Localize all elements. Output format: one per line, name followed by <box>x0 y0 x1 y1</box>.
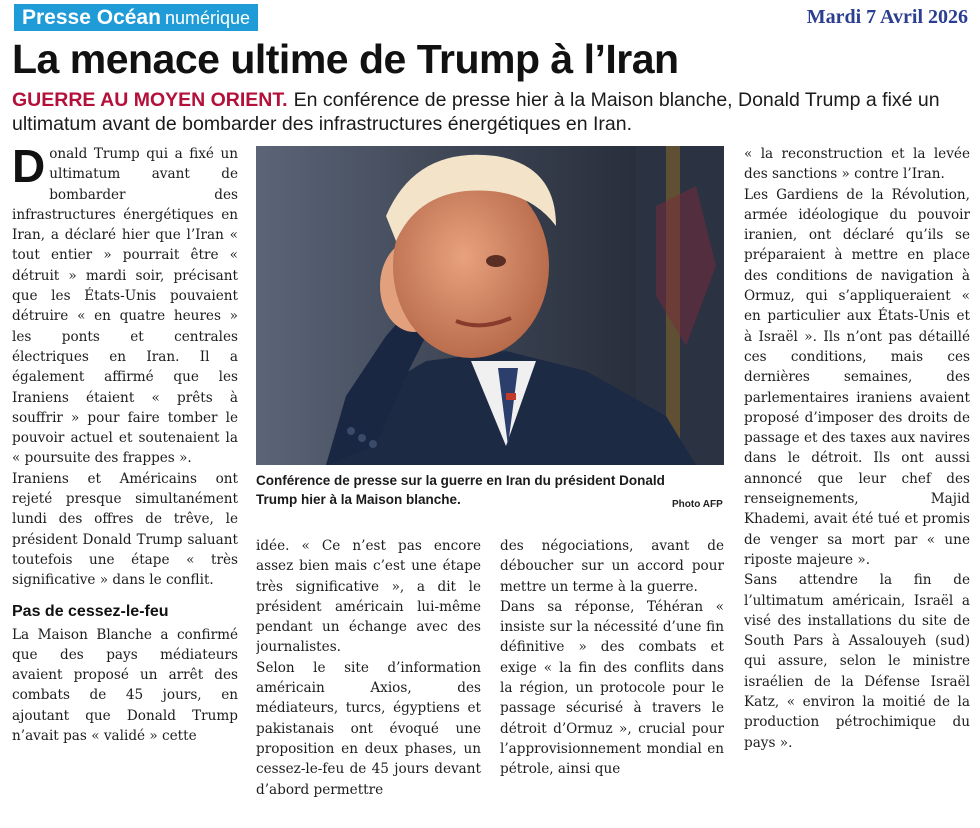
standfirst <box>12 88 952 136</box>
paragraph: Les Gardiens de la Révolution, armée idéologique du pouvoir iranien, ont déclaré qu’ils se préparaient à mettre en place des conditions de navigation à Ormuz, qui s’appliqueraient « en particulier aux États-Unis et à Israël ». Ils n’ont pas détaillé ces conditions, mais ces dernières semaines, des parlementaires iraniens avaient proposé d’imposer des droits de passage et des taxes aux navires dans le détroit. Ils ont aussi annoncé que leur chef des renseignements, Majid Khademi, avait été tué et promis de venger sa mort par « une riposte majeure ». <box>744 186 970 568</box>
paragraph: idée. « Ce n’est pas encore assez bien mais c’est une étape très significative », a dit le président américain lui-même pendant un échange avec des journalistes. <box>256 538 481 656</box>
standfirst-text: En conférence de presse hier à la Maison blanche, Donald Trump a fixé un ultimatum avant de bombarder des infrastructures énergétiques en Iran. <box>12 89 940 135</box>
article-column-4 <box>744 144 970 824</box>
paragraph: Dans sa réponse, Téhéran « insiste sur la nécessité d’une fin définitive » des combats et exige « la fin des conflits dans la région, un protocole pour le passage sécurisé à travers le détroit d’Ormuz », crucial pour l’approvisionnement mondial en pétrole, ainsi que <box>500 598 724 778</box>
section-kicker: GUERRE AU MOYEN ORIENT. <box>12 89 288 111</box>
photo-illustration <box>256 146 724 465</box>
paragraph-text: onald Trump qui a fixé un ultimatum avant de bombarder des infrastructures énergétiques en Iran, a déclaré hier que l’Iran « tout entier » pourrait être « détruit » mardi soir, précisant que les États-Unis pouvaient détruire « en quatre heures » les ponts et centrales électriques en Iran. Il a également affirmé que les Iraniens étaient « prêts à souffrir » pour faire tomber le pouvoir actuel et soutenaient la « poursuite des frappes ». <box>12 146 238 467</box>
paragraph: des négociations, avant de déboucher sur un accord pour mettre un terme à la guerre. <box>500 538 724 595</box>
press-photo <box>256 146 724 465</box>
photo-caption: Conférence de presse sur la guerre en Iran du président Donald Trump hier à la Maison blanche. <box>256 473 665 507</box>
dropcap: D <box>12 144 46 192</box>
newspaper-logo <box>14 4 258 31</box>
paragraph: Selon le site d’information américain Axios, des médiateurs, turcs, égyptiens et pakistanais ont évoqué une proposition en deux phases, un cessez-le-feu de 45 jours devant d’abord permettre <box>256 659 481 798</box>
brand-name: Presse Océan <box>22 6 161 29</box>
photo-credit: Photo AFP <box>672 499 723 510</box>
issue-date: Mardi 7 Avril 2026 <box>806 6 968 28</box>
paragraph <box>12 144 238 469</box>
brand-suffix: numérique <box>164 8 250 28</box>
article-column-2 <box>256 536 481 826</box>
article-column-3 <box>500 536 724 826</box>
subheading: Pas de cessez-le-feu <box>12 602 169 620</box>
paragraph: Sans attendre la fin de l’ultimatum américain, Israël a visé des installations du site de South Pars à Assalouyeh (sud) qui assure, selon le ministre israélien de la Défense Israël Katz, « environ la moitié de la production pétrochimique du pays ». <box>744 572 970 751</box>
headline: La menace ultime de Trump à l’Iran <box>12 36 679 82</box>
paragraph: Iraniens et Américains ont rejeté presque simultanément lundi des offres de trêve, le président Donald Trump saluant toutefois une étape « très significative » dans le conflit. <box>12 470 238 589</box>
article-column-1 <box>12 144 238 824</box>
paragraph: La Maison Blanche a confirmé que des pays médiateurs avaient proposé un arrêt des combats de 45 jours, en ajoutant que Donald Trump n’avait pas « validé » cette <box>12 626 238 745</box>
paragraph: « la reconstruction et la levée des sanctions » contre l’Iran. <box>744 146 970 183</box>
